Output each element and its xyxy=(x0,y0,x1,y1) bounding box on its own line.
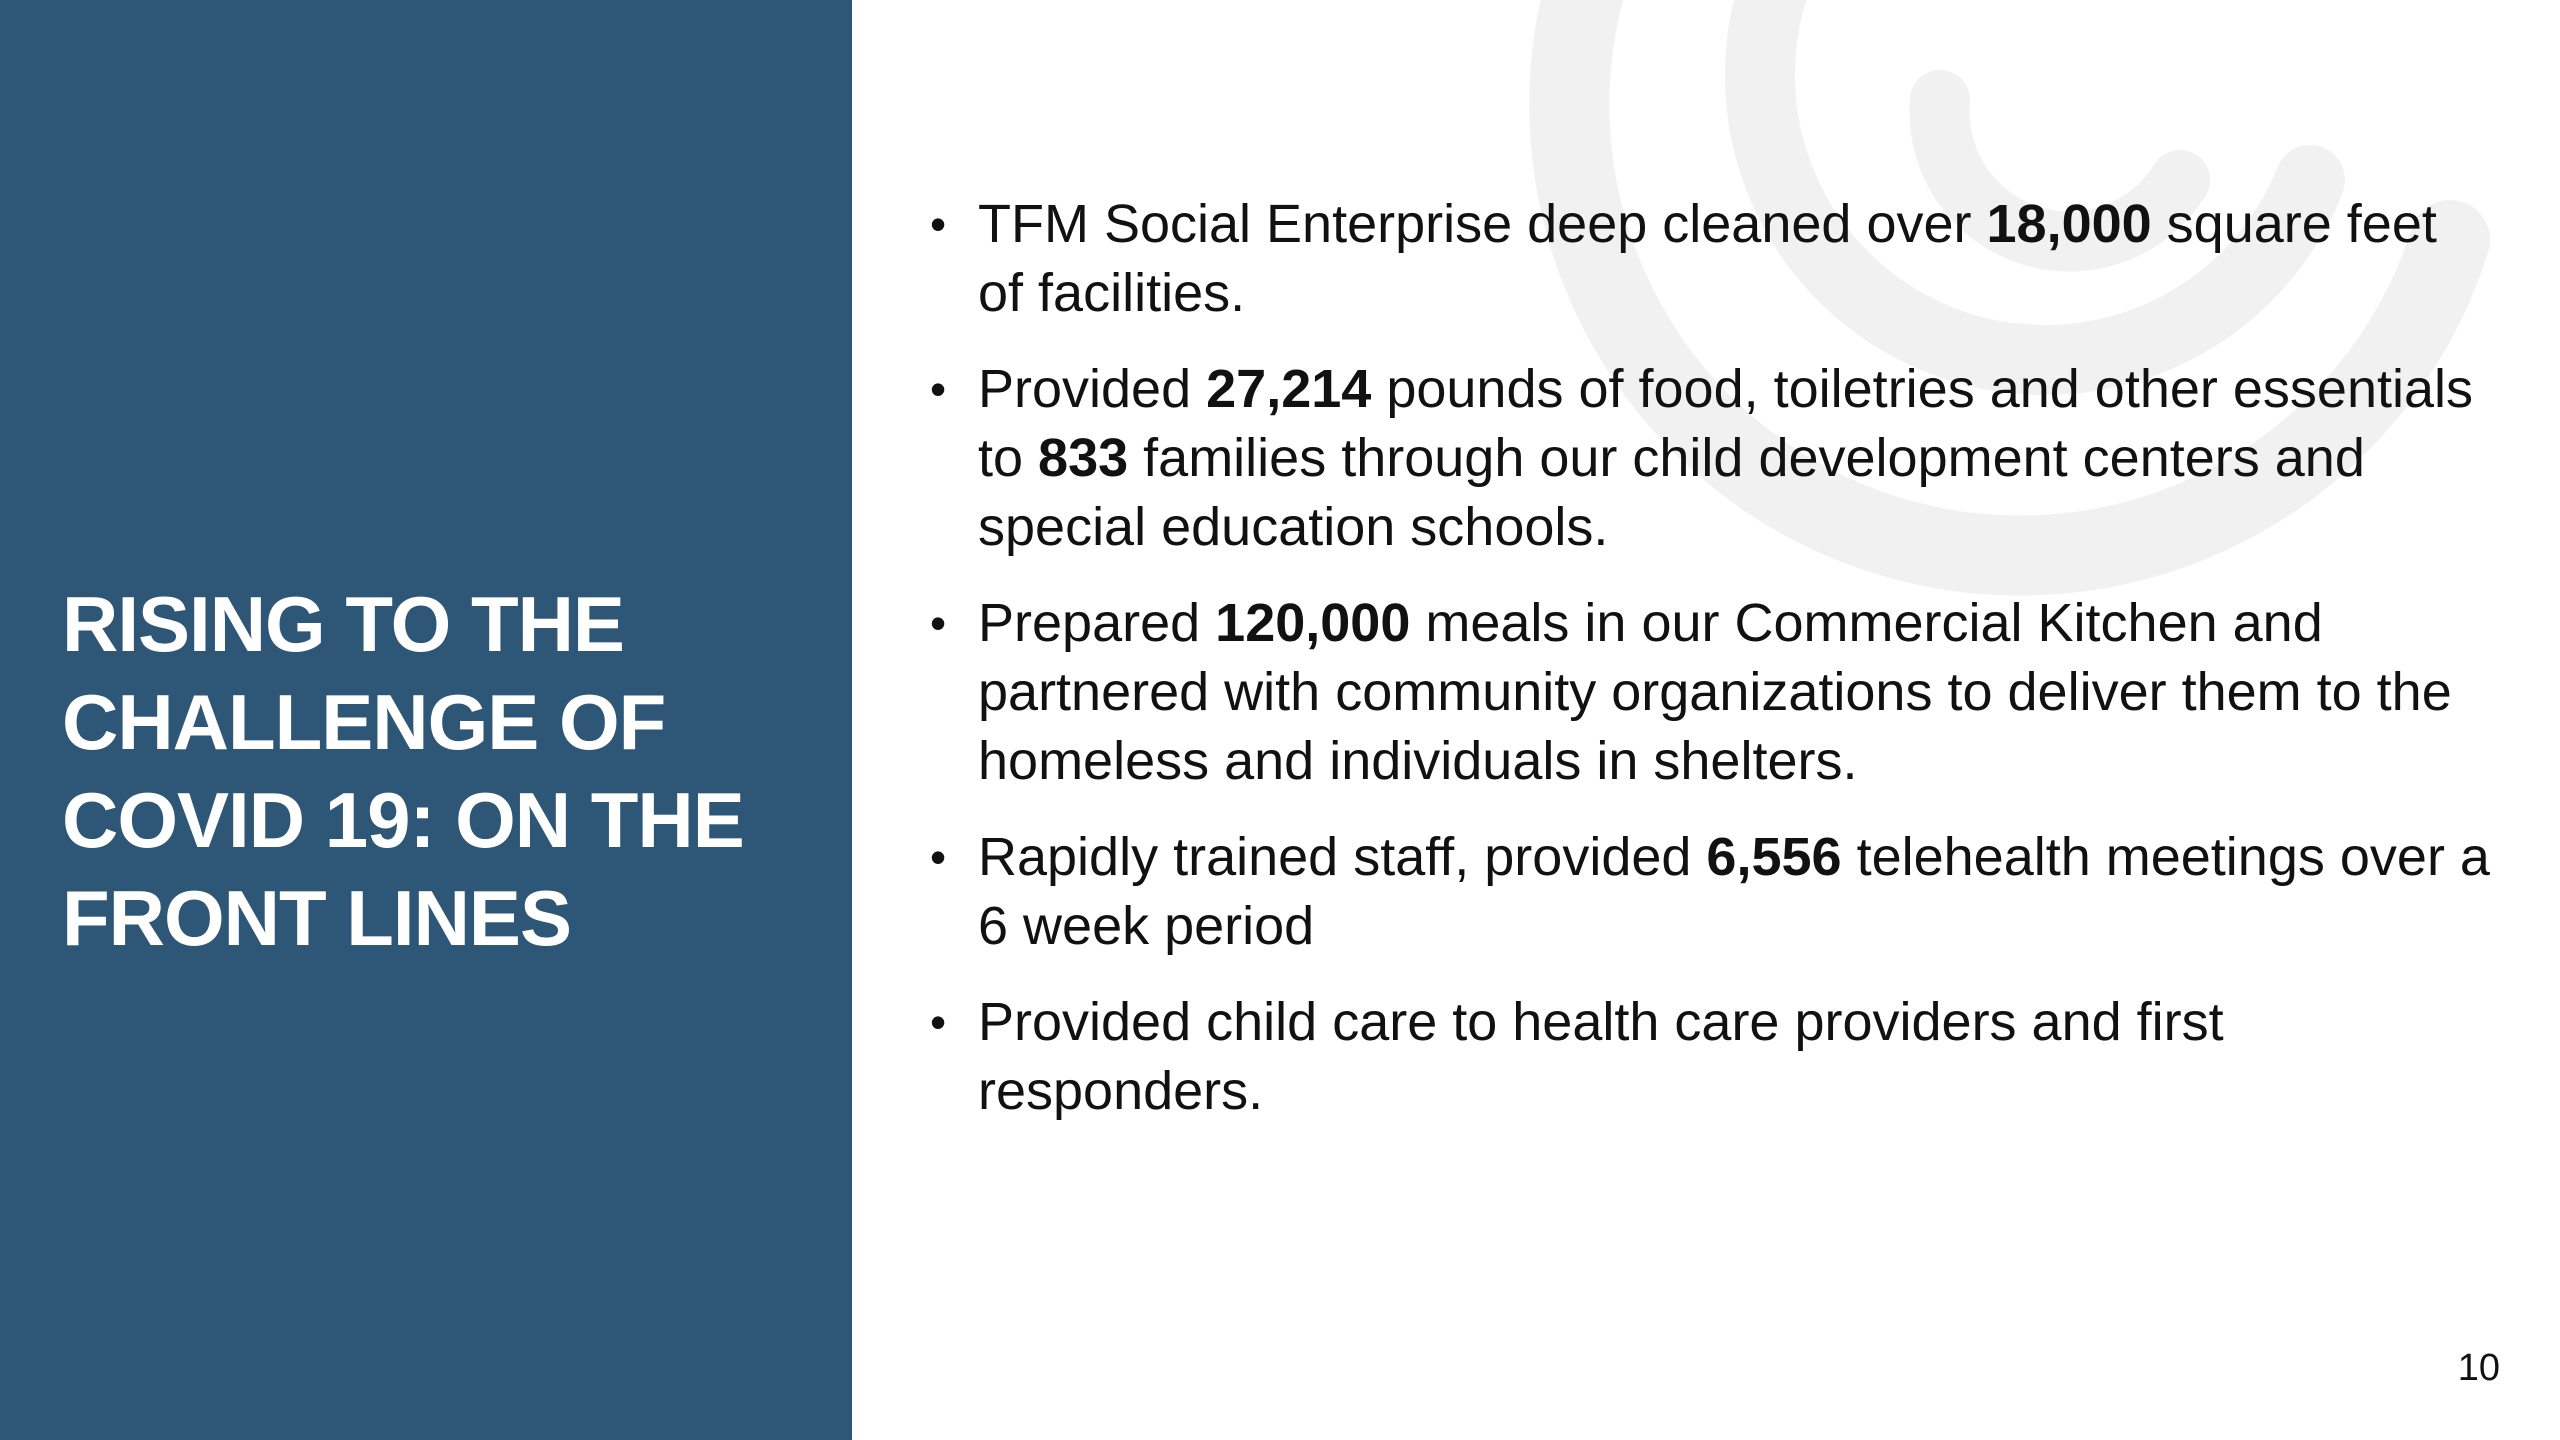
bullet-segment: Rapidly trained staff, provided xyxy=(978,827,1707,887)
bullet-segment: TFM Social Enterprise deep cleaned over xyxy=(978,194,1987,254)
bullet-segment: Prepared xyxy=(978,593,1216,653)
page-number: 10 xyxy=(2457,1347,2500,1389)
bullet-text xyxy=(978,992,2224,1121)
slide-title-line: FRONT LINES xyxy=(62,874,571,962)
slide-title-line: COVID 19: ON THE xyxy=(62,776,744,864)
bullet-text xyxy=(978,827,2490,956)
slide-title xyxy=(62,575,822,967)
bullet-item xyxy=(930,355,2490,562)
bullet-highlight: 120,000 xyxy=(1215,593,1411,653)
bullet-text xyxy=(978,593,2452,791)
bullet-list xyxy=(930,190,2490,1153)
bullet-dot-icon: • xyxy=(930,198,947,250)
bullet-text xyxy=(978,194,2437,323)
slide-title-line: CHALLENGE OF xyxy=(62,678,666,766)
bullet-item xyxy=(930,823,2490,961)
bullet-segment: families through our child development centers and special education schools. xyxy=(978,428,2365,557)
bullet-segment: meals in our Commercial Kitchen and partnered with community organizations to deliver them to the homeless and individuals in shelters. xyxy=(978,593,2452,791)
bullet-dot-icon: • xyxy=(930,996,947,1048)
bullet-dot-icon: • xyxy=(930,363,947,415)
bullet-segment: pounds of food, toiletries and other essentials to xyxy=(978,359,2474,488)
bullet-highlight: 18,000 xyxy=(1986,194,2152,254)
bullet-segment: Provided xyxy=(978,359,1207,419)
slide-title-line: RISING TO THE xyxy=(62,580,624,668)
bullet-segment: Provided child care to health care providers and first responders. xyxy=(978,992,2224,1121)
bullet-text xyxy=(978,359,2473,557)
bullet-segment: square feet of facilities. xyxy=(978,194,2437,323)
bullet-item xyxy=(930,589,2490,796)
bullet-highlight: 6,556 xyxy=(1706,827,1842,887)
bullet-highlight: 27,214 xyxy=(1206,359,1372,419)
title-panel xyxy=(0,0,852,1440)
bullet-segment: telehealth meetings over a 6 week period xyxy=(978,827,2490,956)
bullet-item xyxy=(930,988,2490,1126)
bullet-dot-icon: • xyxy=(930,831,947,883)
bullet-dot-icon: • xyxy=(930,597,947,649)
bullet-highlight: 833 xyxy=(1038,428,1129,488)
bullet-item xyxy=(930,190,2490,328)
